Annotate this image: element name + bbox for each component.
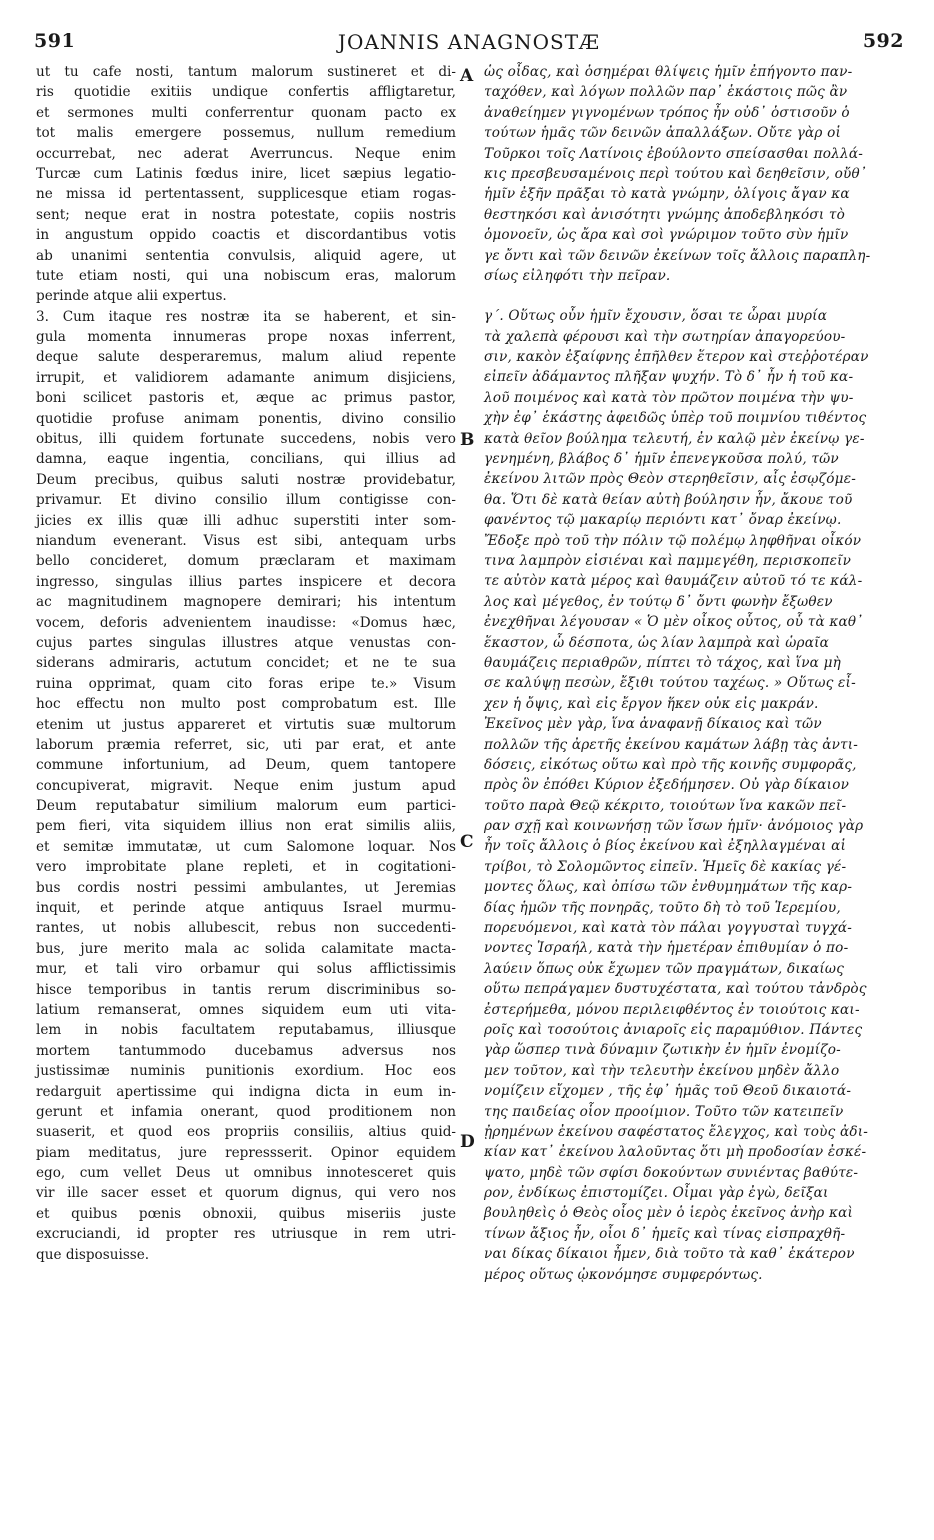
text-line: ἕκαστον, ὦ δέσποτα, ὡς λίαν λαμπρὰ καὶ ὡραῖα bbox=[484, 634, 829, 651]
right-page-number: 592 bbox=[862, 30, 904, 52]
text-line: γὰρ ὥσπερ τινὰ δύναμιν ζωτικὴν ἐν ἡμῖν ἐνομίζο- bbox=[484, 1042, 841, 1059]
text-line: Τοῦρκοι τοῖς Λατίνοις ἐβούλοντο σπείσασθαι πολλά- bbox=[484, 145, 863, 162]
text-line: gula momenta innumeras prope noxas inferrent, bbox=[36, 329, 456, 346]
text-line: μεν τοῦτον, καὶ τὴν τελευτὴν ἐκείνου μηδὲν ἄλλο bbox=[484, 1062, 840, 1079]
text-line: tute etiam nosti, qui una nobiscum eras, malorum bbox=[36, 267, 456, 284]
text-line: τοῦτο παρὰ Θεῷ κέκριτο, τοιούτων ἵνα κακῶν πεῖ- bbox=[484, 797, 847, 814]
text-line: piam meditatus, jure repressserit. Opinor equidem bbox=[36, 1144, 456, 1161]
text-line: εἰπεῖν ἀδάμαντος πλῆξαν ψυχήν. Τὸ δ᾽ ἦν ἡ τοῦ κα- bbox=[484, 369, 854, 386]
margin-marker-d: D bbox=[460, 1132, 475, 1152]
text-line: excruciandi, id propter res utriusque in rem utri- bbox=[36, 1226, 456, 1243]
text-line: 3. Cum itaque res nostræ ita se haberent, et sin- bbox=[36, 308, 456, 325]
text-line: vero improbitate plane repleti, et in cogitationi- bbox=[36, 859, 456, 876]
margin-marker-c: C bbox=[460, 832, 474, 852]
text-line: mortem tantummodo ducebamus adversus nos bbox=[36, 1042, 456, 1059]
text-line: σίως εἰληφότι τὴν πεῖραν. bbox=[484, 267, 671, 284]
text-line: ἐνεχθῆναι λέγουσαν « Ὁ μὲν οἶκος οὗτος, οὗ τὰ καθ᾽ bbox=[484, 614, 864, 631]
text-line: ἐκείνου λιτῶν πρὸς Θεὸν στερηθεῖσιν, αἷς ἐσῳζόμε- bbox=[484, 471, 856, 488]
text-line: suaserit, et quod eos propriis consiliis, altius quid- bbox=[36, 1124, 456, 1141]
text-line: lem in nobis facultatem reputabamus, illiusque bbox=[36, 1022, 456, 1039]
page-header bbox=[30, 30, 908, 60]
text-line: ἀναθείημεν γιγνομένων τρόπος ἦν οὐδ᾽ ὁστισοῦν ὁ bbox=[484, 104, 850, 121]
text-line: gerunt et infamia onerant, quod proditionem non bbox=[36, 1103, 456, 1120]
left-page-number: 591 bbox=[34, 30, 76, 52]
text-line: ὡς οἶδας, καὶ ὁσημέραι θλίψεις ἡμῖν ἐπήγοντο παν- bbox=[484, 64, 853, 80]
text-line: πορευόμενοι, καὶ κατὰ τὸν πάλαι γογγυσταὶ τυγχά- bbox=[484, 920, 853, 937]
text-line: ταχόθεν, καὶ λόγων πολλῶν παρ᾽ ἑκάστοις πῶς ἂν bbox=[484, 84, 848, 101]
text-line: sent; neque erat in nostra potestate, copiis nostris bbox=[36, 206, 456, 223]
text-line: τίνων ἄξιος ἦν, οἷοι δ᾽ ἡμεῖς καὶ τίνας εἰσπραχθῆ- bbox=[484, 1225, 846, 1242]
text-line: occurrebat, nec aderat Averruncus. Neque enim bbox=[36, 145, 456, 162]
text-line: commune infortunium, ad Deum, quem tantopere bbox=[36, 757, 456, 774]
text-line: Ἐκεῖνος μὲν γὰρ, ἵνα ἀναφανῇ δίκαιος καὶ τῶν bbox=[484, 716, 822, 733]
text-line: tot malis emergere possemus, nullum remedium bbox=[36, 125, 456, 142]
text-line: siderans admiraris, actutum concidet; et ne te sua bbox=[36, 655, 456, 672]
text-line: τε αὐτὸν κατὰ μέρος καὶ θαυμάζειν αὐτοῦ τό τε κάλ- bbox=[484, 573, 863, 590]
text-line: ᾐρημένων ἐκείνου σαφέστατος ἔλεγχος, καὶ τοὺς ἀδι- bbox=[484, 1123, 869, 1140]
text-line: perinde atque alii expertus. bbox=[36, 288, 227, 305]
text-line: οὕτω πεπράγαμεν δυστυχέστατα, καὶ τούτου τἀνδρὸς bbox=[484, 981, 867, 998]
text-line: ναι δίκας δίκαιοι ἦμεν, διὰ τοῦτο τὰ καθ᾽ ἑκάτερον bbox=[484, 1246, 855, 1263]
text-line: bus cordis nostri pessimi ambulantes, ut Jeremias bbox=[36, 879, 456, 896]
text-line: θεστηκόσι καὶ ἀνισότητι γνώμης ἀποδεβληκόσι τὸ bbox=[484, 206, 845, 223]
text-line: Deum precibus, quibus saluti nostræ providebatur, bbox=[36, 471, 456, 488]
text-line: μέρος οὕτως ᾠκονόμησε συμφερόντως. bbox=[484, 1266, 763, 1283]
text-line: κις πρεσβευσαμένοις περὶ τούτου καὶ δεηθεῖσιν, οὔθ᾽ bbox=[484, 165, 867, 182]
text-line: mur, et tali viro orbamur qui solus afflictissimis bbox=[36, 961, 456, 978]
greek-paragraph-2 bbox=[484, 306, 910, 1285]
text-line: bus, jure merito mala ac solida calamitate macta- bbox=[36, 940, 456, 957]
text-line: βουληθεὶς ὁ Θεὸς οἷος μὲν ὁ ἱερὸς ἐκεῖνος ἀνὴρ καὶ bbox=[484, 1205, 853, 1222]
text-line: redarguit apertissime qui indigna dicta in eum in- bbox=[36, 1083, 456, 1100]
text-line: et sermones multi conferrentur quonam pacto ex bbox=[36, 104, 456, 121]
greek-paragraph-1 bbox=[484, 62, 910, 286]
text-line: ne missa id pertentassent, supplicesque etiam rogas- bbox=[36, 186, 456, 203]
text-line: ego, cum vellet Deus ut omnibus innotesceret quis bbox=[36, 1165, 456, 1182]
text-line: irrupit, et validiorem adamante animum disjiciens, bbox=[36, 369, 456, 386]
text-line: vir ille sacer esset et quorum dignus, qui vero nos bbox=[36, 1185, 456, 1202]
text-line: justissimæ numinis punitionis exordium. Hoc eos bbox=[36, 1063, 456, 1080]
text-line: inquit, et perinde atque antiquus Israel murmu- bbox=[36, 900, 456, 917]
text-line: rantes, ut nobis allubescit, rebus non succedenti- bbox=[36, 920, 456, 937]
text-line: Ἔδοξε πρὸ τοῦ τὴν πόλιν τῷ πολέμῳ ληφθῆναι οἶκόν bbox=[484, 532, 862, 549]
paragraph-gap bbox=[484, 286, 910, 306]
text-line: laborum præmia referret, sic, uti par erat, et ante bbox=[36, 736, 456, 753]
text-line: quotidie profuse animam ponentis, divino consilio bbox=[36, 410, 456, 427]
text-line: ac magnitudinem magnopere demirari; his intentum bbox=[36, 594, 456, 611]
running-title: JOANNIS ANAGNOSTÆ bbox=[337, 30, 601, 54]
text-line: πολλῶν τῆς ἀρετῆς ἐκείνου καμάτων λάβῃ τὰς ἀντι- bbox=[484, 736, 859, 753]
text-line: ὁμονοεῖν, ὡς ἄρα καὶ σοὶ γνώριμον τοῦτο σὺν ἡμῖν bbox=[484, 227, 849, 244]
text-line: Deum reputabatur similium malorum eum partici- bbox=[36, 798, 456, 815]
text-line: λος καὶ μέγεθος, ἐν τούτῳ δ᾽ ὄντι φωνὴν ἔξωθεν bbox=[484, 593, 833, 610]
text-line: etenim ut justus appareret et virtutis suæ multorum bbox=[36, 716, 456, 733]
latin-paragraph-1 bbox=[36, 62, 456, 307]
text-line: et semitæ immutatæ, ut cum Salomone loquar. Nos bbox=[36, 838, 456, 855]
text-line: τούτων ἡμᾶς τῶν δεινῶν ἀπαλλάξων. Οὔτε γὰρ οἱ bbox=[484, 125, 842, 142]
text-line: et quibus pœnis obnoxii, quibus miseriis juste bbox=[36, 1205, 456, 1222]
text-line: hisce temporibus in tantis rerum discriminibus so- bbox=[36, 981, 456, 998]
text-line: que disposuisse. bbox=[36, 1246, 150, 1263]
text-line: pem fieri, vita siquidem illius non erat similis aliis, bbox=[36, 818, 456, 835]
text-line: cujus partes singulas illustres atque venustas con- bbox=[36, 634, 456, 651]
text-line: λαύειν ὅπως οὐκ ἔχωμεν τῶν πραγμάτων, δικαίως bbox=[484, 960, 845, 977]
text-line: νοντες Ἰσραήλ, κατὰ τὴν ἡμετέραν ἐπιθυμίαν ὁ πο- bbox=[484, 940, 849, 957]
text-line: privamur. Et divino consilio illum contigisse con- bbox=[36, 492, 456, 509]
text-line: obitus, illi quidem fortunate succedens, nobis vero bbox=[36, 431, 456, 448]
text-line: της παιδείας οἷον προοίμιον. Τοῦτο τῶν κατειπεῖν bbox=[484, 1103, 844, 1120]
text-line: τινα λαμπρὸν εἰσιέναι καὶ παμμεγέθη, περισκοπεῖν bbox=[484, 552, 852, 569]
text-line: τρίβοι, τὸ Σολομῶντος εἰπεῖν. Ἡμεῖς δὲ κακίας γέ- bbox=[484, 858, 847, 875]
text-line: γε ὄντι καὶ τῶν δεινῶν ἐκείνων τοῖς ἄλλοις παραπλη- bbox=[484, 247, 871, 264]
margin-marker-a: A bbox=[460, 66, 474, 86]
text-line: ἐστερήμεθα, μόνου περιλειφθέντος ἐν τοιούτοις και- bbox=[484, 1001, 860, 1018]
text-line: deque salute desperaremus, malum aliud repente bbox=[36, 349, 456, 366]
text-line: ἦν τοῖς ἄλλοις ὁ βίος ἐκείνου καὶ ἐξηλλαγμέναι αἱ bbox=[484, 838, 846, 855]
text-line: Turcæ cum Latinis fœdus inire, licet sæpius legatio- bbox=[36, 165, 456, 182]
text-line: bello concideret, domum præclaram et maximam bbox=[36, 553, 456, 570]
text-line: δόσεις, εἰκότως οὕτω καὶ πρὸ τῆς κοινῆς συμφορᾶς, bbox=[484, 756, 857, 773]
text-line: niandum evenerant. Visus est sibi, antequam urbs bbox=[36, 532, 456, 549]
text-line: φανέντος τῷ μακαρίῳ περιόντι κατ᾽ ὄναρ ἐκείνῳ. bbox=[484, 512, 842, 529]
text-line: τὰ χαλεπὰ φέρουσι καὶ τὴν σωτηρίαν ἀπαγορεύου- bbox=[484, 328, 846, 345]
text-line: ingresso, singulas illius partes inspicere et decora bbox=[36, 573, 456, 590]
text-line: κατὰ θεῖον βούλημα τελευτή, ἐν καλῷ μὲν ἐκείνῳ γε- bbox=[484, 430, 865, 447]
text-line: χὴν ἐφ᾽ ἑκάστης ἀφειδῶς ὑπὲρ τοῦ ποιμνίου τιθέντος bbox=[484, 410, 867, 427]
text-line: δίας ἡμῶν τῆς πονηρᾶς, τοῦτο δὴ τὸ τοῦ Ἱερεμίου, bbox=[484, 899, 841, 916]
text-line: σιν, κακὸν ἐξαίφνης ἐπῆλθεν ἕτερον καὶ στεῤῥοτέραν bbox=[484, 349, 869, 366]
latin-paragraph-2 bbox=[36, 307, 456, 1265]
text-line: ut tu cafe nosti, tantum malorum sustineret et di- bbox=[36, 64, 456, 80]
text-line: θα. Ὅτι δὲ κατὰ θείαν αὐτὴ βούλησιν ἦν, ἄκουε τοῦ bbox=[484, 491, 853, 508]
text-line: hoc effectu non multo post comprobatum est. Ille bbox=[36, 696, 456, 713]
text-line: ψατο, μηδὲ τῶν σφίσι δοκούντων συνιέντας βαθύτε- bbox=[484, 1164, 859, 1181]
latin-column bbox=[36, 62, 456, 1265]
greek-column bbox=[484, 62, 910, 1285]
text-line: damna, eaque ingentia, concilians, qui illius ad bbox=[36, 451, 456, 468]
text-line: πρὸς ὃν ἐπόθει Κύριον ἐξεδήμησεν. Οὐ γὰρ δίκαιον bbox=[484, 777, 850, 794]
text-line: χεν ἡ ὄψις, καὶ εἰς ἔργον ἥκεν οὐκ εἰς μακράν. bbox=[484, 695, 819, 712]
text-line: κίαν κατ᾽ ἐκείνου λαλοῦντας ὅτι μὴ προδοσίαν ἐσκέ- bbox=[484, 1144, 867, 1161]
text-line: vocem, deforis advenientem inaudisse: «Domus hæc, bbox=[36, 614, 456, 631]
text-line: ἡμῖν ἐξῆν πρᾶξαι τὸ κατὰ γνώμην, ὀλίγοις ἄγαν κα bbox=[484, 186, 850, 203]
margin-marker-b: B bbox=[460, 430, 475, 450]
text-line: jicies ex illis quæ illi adhuc superstiti inter som- bbox=[36, 512, 456, 529]
text-line: θαυμάζεις περιαθρῶν, πίπτει τὸ τάχος, καὶ ἵνα μὴ bbox=[484, 654, 841, 671]
text-line: concupiverat, migravit. Neque enim justum apud bbox=[36, 777, 456, 794]
text-line: ruina opprimat, quam cito foras eripe te.» Visum bbox=[36, 675, 456, 692]
text-line: ris quotidie exitiis undique confertis affligtaretur, bbox=[36, 84, 456, 101]
text-line: ρον, ἐνδίκως ἐπιστομίζει. Οἶμαι γὰρ ἐγὼ, δεῖξαι bbox=[484, 1185, 829, 1202]
text-line: ραν σχῇ καὶ κοινωνήσῃ τῶν ἴσων ἡμῖν· ἀνόμοιος γὰρ bbox=[484, 818, 864, 835]
text-line: σε καλύψῃ πεσὼν, ἔξιθι τούτου ταχέως. » Οὕτως εἶ- bbox=[484, 675, 856, 692]
text-line: latium remanserat, omnes siquidem eum uti vita- bbox=[36, 1001, 456, 1018]
text-line: ab unanimi sententia convulsis, aliquid agere, ut bbox=[36, 247, 456, 264]
text-line: ροῖς καὶ τοσούτοις ἀνιαροῖς εἰς παραμύθιον. Πάντες bbox=[484, 1021, 863, 1038]
text-line: νομίζειν εἴχομεν , τῆς ἐφ᾽ ἡμᾶς τοῦ Θεοῦ δικαιοτά- bbox=[484, 1083, 852, 1100]
text-line: μοντες ὅλως, καὶ ὀπίσω τῶν ἐνθυμημάτων τῆς καρ- bbox=[484, 879, 853, 896]
text-line: λοῦ ποιμένος καὶ κατὰ τὸν πρῶτον ποιμένα τὴν ψυ- bbox=[484, 389, 854, 406]
text-line: in angustum oppido coactis et discordantibus votis bbox=[36, 227, 456, 244]
text-line: boni scilicet pastoris et, æque ac primus pastor, bbox=[36, 390, 456, 407]
text-line: γ΄. Οὕτως οὖν ἡμῖν ἔχουσιν, ὅσαι τε ὧραι μυρία bbox=[484, 308, 828, 325]
text-line: γενημένη, βλάβος δ᾽ ἡμῖν ἐπενεγκοῦσα πολύ, τῶν bbox=[484, 451, 839, 468]
